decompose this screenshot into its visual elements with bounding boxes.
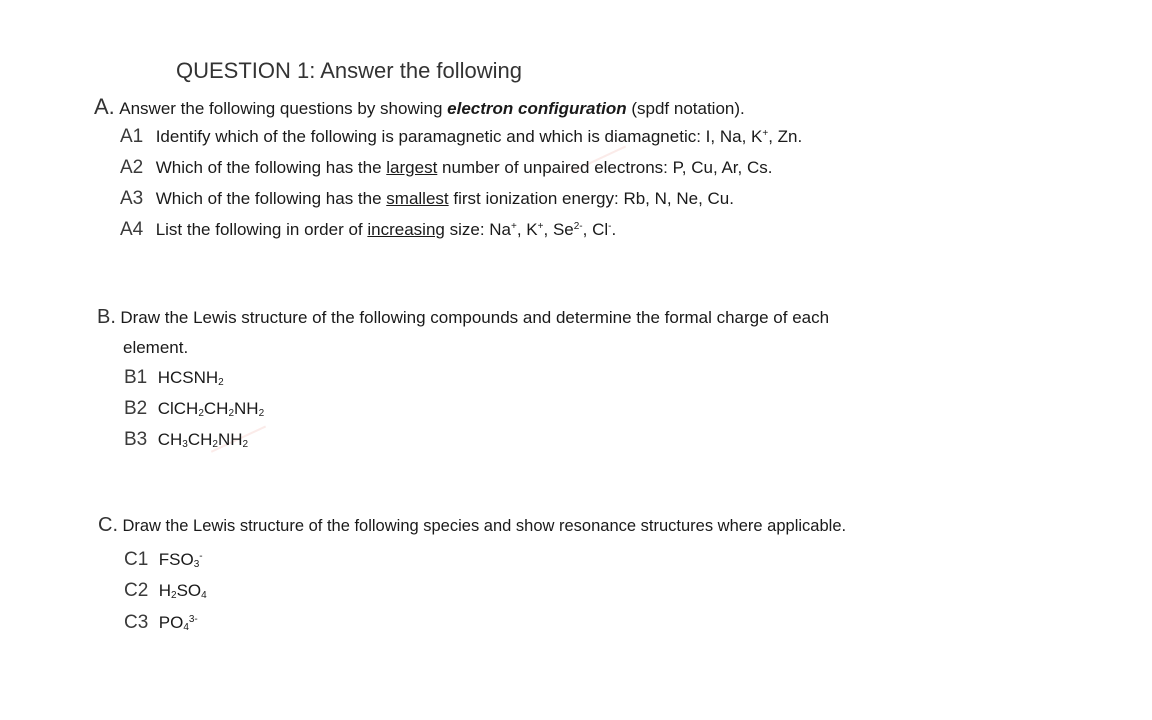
section-letter: B.	[97, 306, 116, 328]
item-label: A2	[120, 157, 144, 178]
section-text: Draw the Lewis structure of the following species and show resonance structures where applicable.	[122, 517, 847, 535]
section-text-continued: element.	[123, 338, 189, 357]
item-formula: $HCSNH_2$	[157, 368, 224, 388]
item-label: A1	[120, 126, 144, 147]
item-text: List the following in order of increasing size: Na+, K+, $Se^{2-}$, Cl-.	[155, 220, 617, 239]
item-text: Which of the following has the largest number of unpaired electrons: P, Cu, Ar, Cs.	[155, 158, 773, 177]
compound-item	[124, 429, 248, 451]
item-label: B3	[124, 429, 148, 450]
item-formula: $PO_4^{3-}$	[158, 613, 198, 633]
species-item	[124, 549, 203, 571]
page-title: QUESTION 1: Answer the following	[176, 58, 523, 83]
item-label: A3	[120, 188, 144, 209]
item-formula: $ClCH_2CH_2NH_2$	[157, 399, 265, 419]
item-label: C1	[124, 549, 149, 570]
question-item	[120, 219, 616, 241]
section-text: Draw the Lewis structure of the following compounds and determine the formal charge of each	[120, 308, 830, 327]
section-b-heading	[97, 306, 829, 329]
item-text: Which of the following has the smallest first ionization energy: Rb, N, Ne, Cu.	[155, 189, 734, 208]
section-text: Answer the following questions by showing electron configuration (spdf notation).	[119, 99, 745, 118]
question-item	[120, 157, 772, 179]
species-item	[124, 580, 207, 602]
item-label: B1	[124, 367, 148, 388]
section-letter: C.	[98, 514, 118, 536]
section-letter: A.	[94, 94, 115, 119]
item-formula: $CH_3CH_2NH_2$	[157, 430, 249, 450]
section-c-heading	[98, 514, 846, 537]
question-item	[120, 126, 802, 148]
section-a-heading	[94, 94, 745, 120]
item-label: C2	[124, 580, 149, 601]
item-formula: $H_2SO_4$	[158, 581, 207, 601]
compound-item	[124, 367, 224, 389]
question-item	[120, 188, 734, 210]
item-formula: $FSO_3^-$	[158, 550, 203, 570]
compound-item	[124, 398, 264, 420]
item-label: C3	[124, 612, 149, 633]
item-label: B2	[124, 398, 148, 419]
item-text: Identify which of the following is paramagnetic and which is diamagnetic: I, Na, K+, Zn.	[155, 127, 803, 146]
species-item	[124, 612, 198, 634]
item-label: A4	[120, 219, 144, 240]
